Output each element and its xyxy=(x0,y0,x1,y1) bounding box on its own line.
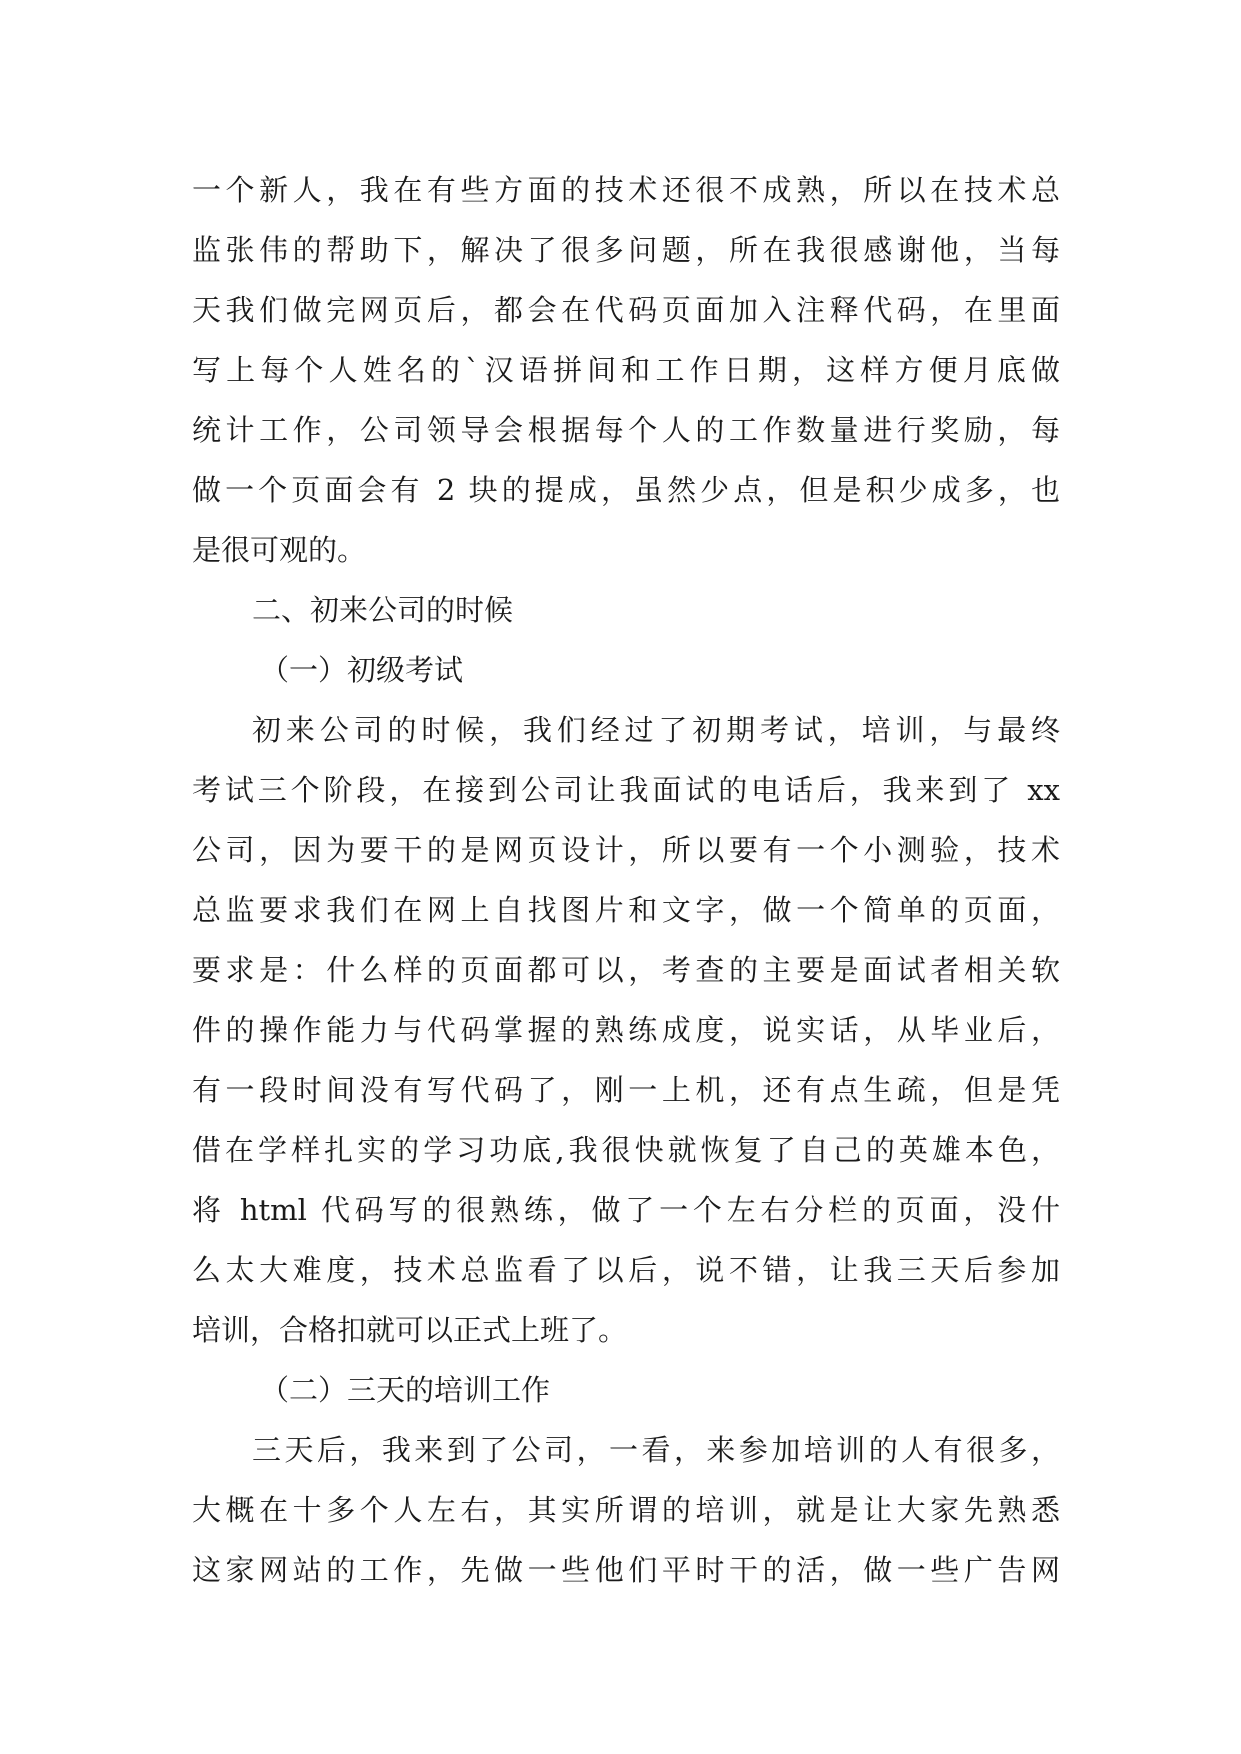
text-line: 借在学样扎实的学习功底,我很快就恢复了自己的英雄本色， xyxy=(192,1133,1060,1167)
text-line: 考试三个阶段，在接到公司让我面试的电话后，我来到了 xx xyxy=(192,773,1060,807)
text-line: 公司，因为要干的是网页设计，所以要有一个小测验，技术 xyxy=(192,833,1060,867)
text-line: 是很可观的。 xyxy=(192,533,367,567)
text-line: 将 html 代码写的很熟练，做了一个左右分栏的页面，没什 xyxy=(192,1193,1060,1227)
text-line: 写上每个人姓名的`汉语拼间和工作日期，这样方便月底做 xyxy=(192,353,1060,387)
text-line: 统计工作，公司领导会根据每个人的工作数量进行奖励，每 xyxy=(192,413,1060,447)
subsection-heading: （一）初级考试 xyxy=(260,653,464,687)
text-line: 这家网站的工作，先做一些他们平时干的活，做一些广告网 xyxy=(192,1553,1060,1587)
text-line: 培训，合格扣就可以正式上班了。 xyxy=(192,1313,628,1347)
text-line: 监张伟的帮助下，解决了很多问题，所在我很感谢他，当每 xyxy=(192,233,1060,267)
text-line: 天我们做完网页后，都会在代码页面加入注释代码，在里面 xyxy=(192,293,1060,327)
text-line: 要求是：什么样的页面都可以，考查的主要是面试者相关软 xyxy=(192,953,1060,987)
document-body xyxy=(192,160,1060,1600)
subsection-heading: （二）三天的培训工作 xyxy=(260,1373,551,1407)
text-line: 做一个页面会有 2 块的提成，虽然少点，但是积少成多，也 xyxy=(192,473,1060,507)
text-line: 三天后，我来到了公司，一看，来参加培训的人有很多， xyxy=(252,1433,1060,1467)
text-line: 件的操作能力与代码掌握的熟练成度，说实话，从毕业后， xyxy=(192,1013,1060,1047)
text-line: 有一段时间没有写代码了，刚一上机，还有点生疏，但是凭 xyxy=(192,1073,1060,1107)
text-line: 大概在十多个人左右，其实所谓的培训，就是让大家先熟悉 xyxy=(192,1493,1060,1527)
text-line: 一个新人，我在有些方面的技术还很不成熟，所以在技术总 xyxy=(192,173,1060,207)
text-line: 么太大难度，技术总监看了以后，说不错，让我三天后参加 xyxy=(192,1253,1060,1287)
text-line: 初来公司的时候，我们经过了初期考试，培训，与最终 xyxy=(252,713,1060,747)
section-heading: 二、初来公司的时候 xyxy=(252,593,514,627)
text-line: 总监要求我们在网上自找图片和文字，做一个简单的页面， xyxy=(192,893,1060,927)
